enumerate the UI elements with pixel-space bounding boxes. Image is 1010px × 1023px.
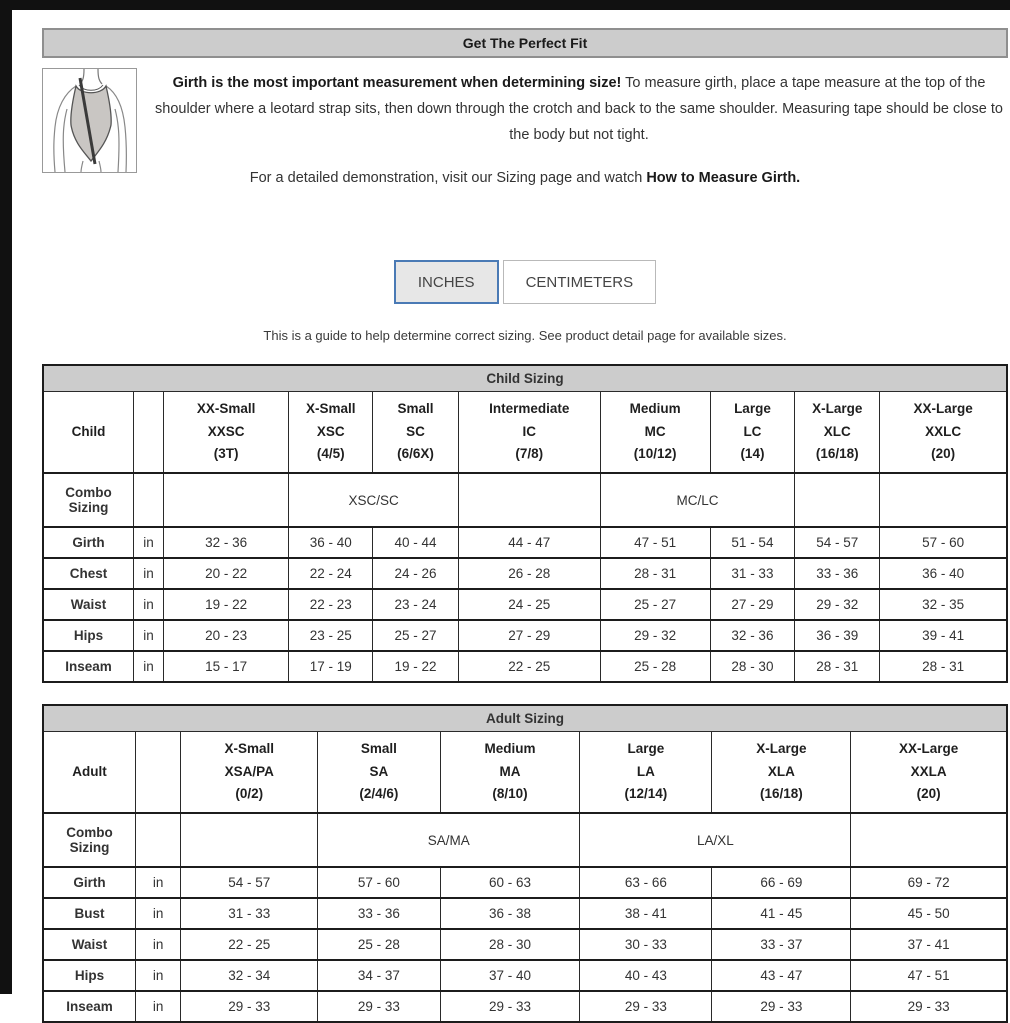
size-range-cell: 44 - 47: [458, 527, 600, 558]
table-row: [43, 813, 1007, 867]
size-column-header: XX-Large XXLC (20): [880, 391, 1007, 473]
measurement-label: Hips: [43, 620, 134, 651]
table-row: [43, 867, 1007, 898]
page-title-text: Get The Perfect Fit: [462, 35, 588, 51]
size-range-cell: 33 - 36: [795, 558, 880, 589]
unit-cell: in: [134, 589, 164, 620]
page-title: [42, 28, 1008, 58]
size-range-cell: 60 - 63: [440, 867, 580, 898]
table-row: [43, 365, 1007, 391]
size-range-cell: 22 - 25: [458, 651, 600, 682]
unit-col-header: [134, 391, 164, 473]
table-row: [43, 589, 1007, 620]
unit-cell: in: [136, 960, 181, 991]
size-range-cell: 40 - 44: [373, 527, 459, 558]
size-range-cell: 25 - 28: [318, 929, 440, 960]
size-range-cell: 54 - 57: [795, 527, 880, 558]
size-range-cell: 19 - 22: [373, 651, 459, 682]
size-range-cell: 40 - 43: [580, 960, 712, 991]
size-range-cell: 32 - 36: [710, 620, 795, 651]
size-range-cell: 22 - 24: [289, 558, 373, 589]
combo-sizing-label: Combo Sizing: [43, 813, 136, 867]
unit-cell: in: [136, 867, 181, 898]
size-range-cell: 33 - 36: [318, 898, 440, 929]
size-range-cell: 29 - 33: [580, 991, 712, 1022]
unit-cell: in: [134, 651, 164, 682]
size-range-cell: 32 - 36: [163, 527, 288, 558]
table-row: [43, 527, 1007, 558]
table-row: [43, 651, 1007, 682]
unit-cell: in: [136, 898, 181, 929]
size-range-cell: 29 - 32: [795, 589, 880, 620]
measurement-label: Hips: [43, 960, 136, 991]
size-range-cell: 28 - 31: [795, 651, 880, 682]
sizing-guide-disclaimer: This is a guide to help determine correct sizing. See product detail page for available sizes.: [263, 328, 787, 343]
size-range-cell: 23 - 24: [373, 589, 459, 620]
table-row: [43, 731, 1007, 813]
size-range-cell: 57 - 60: [318, 867, 440, 898]
table-row: [43, 898, 1007, 929]
table-row: [43, 558, 1007, 589]
combo-sizing-cell: [880, 473, 1007, 527]
size-range-cell: 29 - 33: [440, 991, 580, 1022]
combo-sizing-cell: [851, 813, 1007, 867]
size-column-header: X-Small XSC (4/5): [289, 391, 373, 473]
size-range-cell: 19 - 22: [163, 589, 288, 620]
measurement-label: Inseam: [43, 651, 134, 682]
combo-sizing-cell: [795, 473, 880, 527]
table-row: [43, 705, 1007, 731]
screenshot-frame-top: [0, 0, 1010, 10]
size-range-cell: 45 - 50: [851, 898, 1007, 929]
size-range-cell: 17 - 19: [289, 651, 373, 682]
measurement-label: Inseam: [43, 991, 136, 1022]
table-row-header: Child: [43, 391, 134, 473]
size-range-cell: 25 - 27: [373, 620, 459, 651]
size-range-cell: 29 - 32: [600, 620, 710, 651]
centimeters-button[interactable]: CENTIMETERS: [503, 260, 657, 304]
size-range-cell: 23 - 25: [289, 620, 373, 651]
sizing-demo-text: For a detailed demonstration, visit our Sizing page and watch: [249, 170, 647, 187]
combo-sizing-cell: SA/MA: [318, 813, 580, 867]
size-range-cell: 57 - 60: [880, 527, 1007, 558]
combo-sizing-cell: [458, 473, 600, 527]
unit-cell: in: [134, 620, 164, 651]
measurement-label: Chest: [43, 558, 134, 589]
size-range-cell: 25 - 28: [600, 651, 710, 682]
size-range-cell: 36 - 39: [795, 620, 880, 651]
combo-sizing-cell: LA/XL: [580, 813, 851, 867]
size-range-cell: 66 - 69: [712, 867, 851, 898]
table-row: [43, 620, 1007, 651]
size-range-cell: 29 - 33: [851, 991, 1007, 1022]
girth-intro-section: [42, 66, 1008, 234]
unit-cell: in: [136, 991, 181, 1022]
size-range-cell: 39 - 41: [880, 620, 1007, 651]
size-range-cell: 15 - 17: [163, 651, 288, 682]
size-range-cell: 28 - 31: [880, 651, 1007, 682]
size-range-cell: 31 - 33: [181, 898, 318, 929]
size-column-header: Medium MC (10/12): [600, 391, 710, 473]
size-range-cell: 47 - 51: [600, 527, 710, 558]
leotard-girth-diagram-icon: [43, 69, 136, 172]
size-range-cell: 22 - 25: [181, 929, 318, 960]
size-range-cell: 51 - 54: [710, 527, 795, 558]
size-range-cell: 29 - 33: [712, 991, 851, 1022]
combo-unit-cell: [134, 473, 164, 527]
table-row: [43, 960, 1007, 991]
girth-instructions-body: To measure girth, place a tape measure at the top of the shoulder where a leotard strap sits, then down through the crotch and back to the same shoulder. Measuring tape should be close to the body but not tight.: [155, 75, 1003, 144]
size-range-cell: 41 - 45: [712, 898, 851, 929]
unit-cell: in: [136, 929, 181, 960]
size-guide-page: [42, 10, 1008, 1023]
size-range-cell: 34 - 37: [318, 960, 440, 991]
size-range-cell: 28 - 31: [600, 558, 710, 589]
size-column-header: Small SA (2/4/6): [318, 731, 440, 813]
leotard-measurement-image: [42, 68, 137, 173]
combo-sizing-label: Combo Sizing: [43, 473, 134, 527]
size-range-cell: 36 - 40: [880, 558, 1007, 589]
size-column-header: Small SC (6/6X): [373, 391, 459, 473]
size-range-cell: 20 - 23: [163, 620, 288, 651]
size-column-header: XX-Small XXSC (3T): [163, 391, 288, 473]
size-range-cell: 36 - 40: [289, 527, 373, 558]
measurement-label: Waist: [43, 929, 136, 960]
size-column-header: Large LA (12/14): [580, 731, 712, 813]
size-range-cell: 25 - 27: [600, 589, 710, 620]
size-range-cell: 20 - 22: [163, 558, 288, 589]
size-range-cell: 24 - 26: [373, 558, 459, 589]
size-range-cell: 26 - 28: [458, 558, 600, 589]
size-column-header: X-Small XSA/PA (0/2): [181, 731, 318, 813]
size-range-cell: 37 - 40: [440, 960, 580, 991]
measurement-label: Girth: [43, 527, 134, 558]
combo-unit-cell: [136, 813, 181, 867]
size-range-cell: 54 - 57: [181, 867, 318, 898]
measurement-label: Girth: [43, 867, 136, 898]
size-range-cell: 29 - 33: [181, 991, 318, 1022]
size-range-cell: 27 - 29: [458, 620, 600, 651]
girth-instructions: [150, 66, 1008, 148]
size-column-header: X-Large XLA (16/18): [712, 731, 851, 813]
child-sizing-table: [42, 364, 1008, 683]
unit-toggle-group: [42, 260, 1008, 304]
size-column-header: X-Large XLC (16/18): [795, 391, 880, 473]
size-range-cell: 22 - 23: [289, 589, 373, 620]
size-range-cell: 28 - 30: [710, 651, 795, 682]
combo-sizing-cell: XSC/SC: [289, 473, 459, 527]
combo-sizing-cell: [163, 473, 288, 527]
size-range-cell: 32 - 34: [181, 960, 318, 991]
measurement-label: Bust: [43, 898, 136, 929]
size-range-cell: 36 - 38: [440, 898, 580, 929]
size-column-header: XX-Large XXLA (20): [851, 731, 1007, 813]
table-row-header: Adult: [43, 731, 136, 813]
table-title: Child Sizing: [43, 365, 1007, 391]
table-row: [43, 991, 1007, 1022]
table-row: [43, 929, 1007, 960]
table-row: [43, 391, 1007, 473]
girth-instructions-lead: Girth is the most important measurement when determining size!: [172, 75, 622, 91]
size-column-header: Medium MA (8/10): [440, 731, 580, 813]
unit-cell: in: [134, 558, 164, 589]
how-to-measure-girth-label: How to Measure Girth.: [646, 170, 801, 187]
combo-sizing-cell: [181, 813, 318, 867]
combo-sizing-cell: MC/LC: [600, 473, 795, 527]
size-range-cell: 29 - 33: [318, 991, 440, 1022]
size-range-cell: 24 - 25: [458, 589, 600, 620]
screenshot-frame-left: [0, 0, 12, 994]
size-range-cell: 28 - 30: [440, 929, 580, 960]
size-column-header: Intermediate IC (7/8): [458, 391, 600, 473]
adult-sizing-table: [42, 704, 1008, 1023]
unit-col-header: [136, 731, 181, 813]
size-range-cell: 63 - 66: [580, 867, 712, 898]
unit-cell: in: [134, 527, 164, 558]
sizing-demo-note: [42, 170, 1008, 186]
size-range-cell: 33 - 37: [712, 929, 851, 960]
measurement-label: Waist: [43, 589, 134, 620]
size-range-cell: 43 - 47: [712, 960, 851, 991]
size-range-cell: 30 - 33: [580, 929, 712, 960]
size-range-cell: 47 - 51: [851, 960, 1007, 991]
table-row: [43, 473, 1007, 527]
inches-button[interactable]: INCHES: [394, 260, 499, 304]
size-range-cell: 37 - 41: [851, 929, 1007, 960]
table-title: Adult Sizing: [43, 705, 1007, 731]
size-range-cell: 27 - 29: [710, 589, 795, 620]
size-range-cell: 32 - 35: [880, 589, 1007, 620]
size-column-header: Large LC (14): [710, 391, 795, 473]
size-range-cell: 38 - 41: [580, 898, 712, 929]
size-range-cell: 69 - 72: [851, 867, 1007, 898]
size-range-cell: 31 - 33: [710, 558, 795, 589]
